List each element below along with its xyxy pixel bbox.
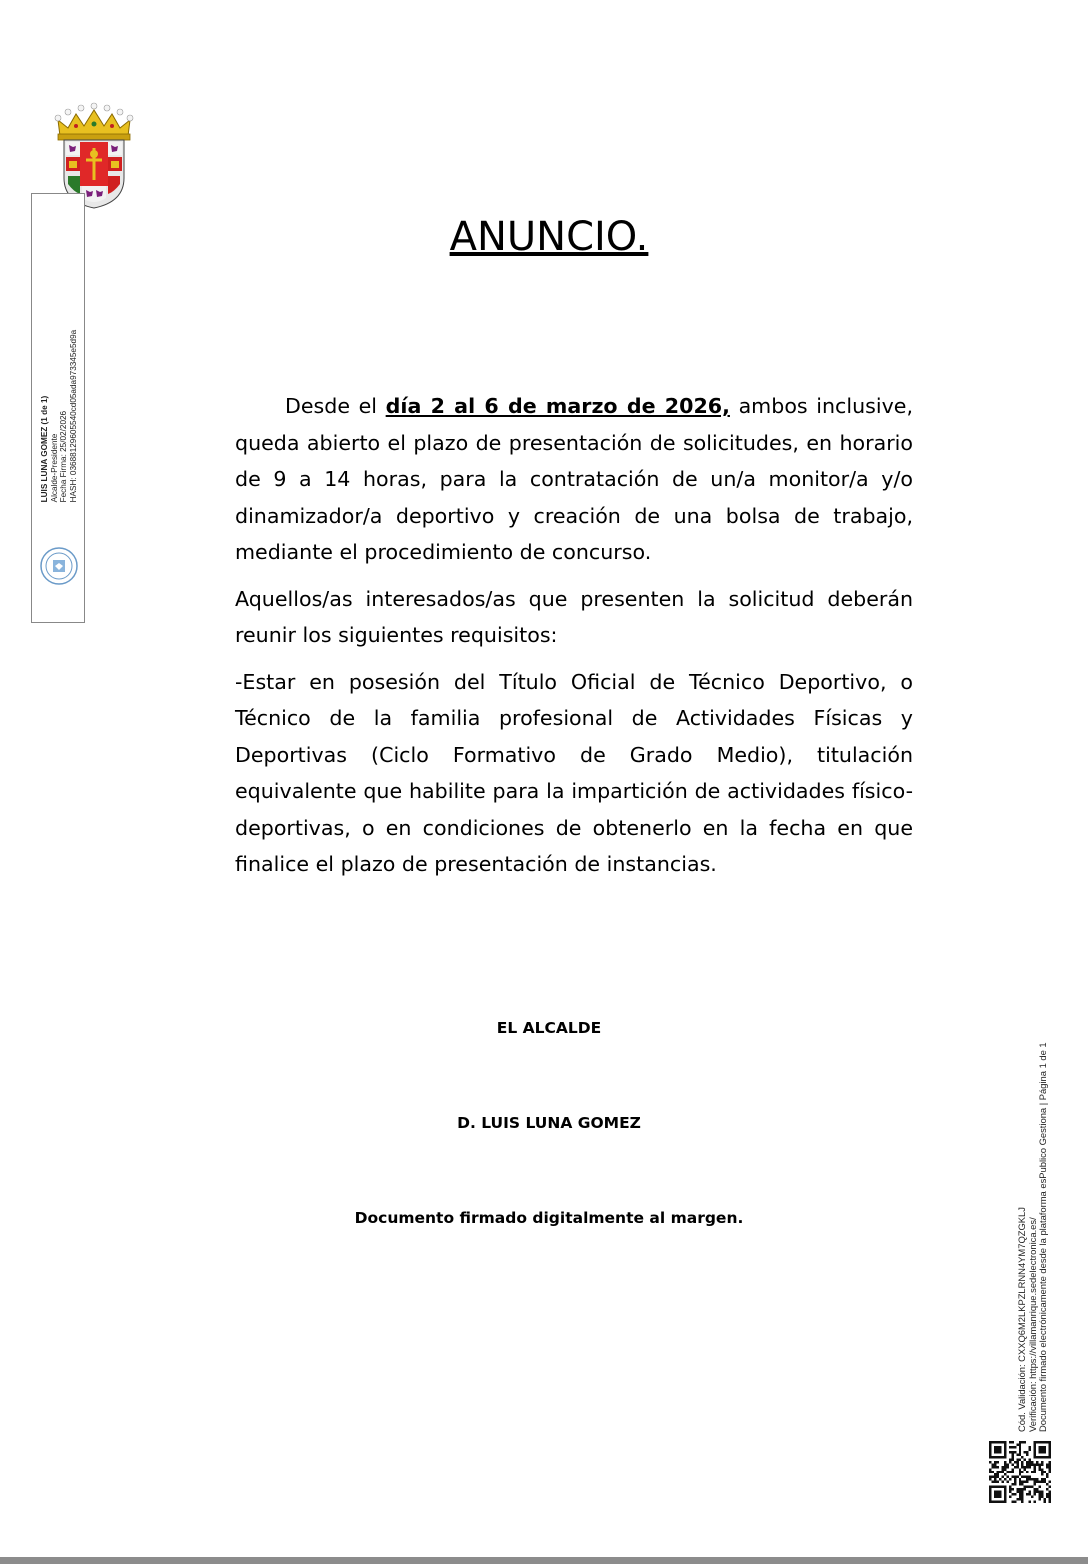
verification-url: Verificación: https://villamanrique.sedelectronica.es/: [1026, 1217, 1038, 1432]
validation-text: [1017, 1042, 1049, 1432]
bottom-edge-bar: [0, 1557, 1088, 1564]
paragraph-dates-rest: ambos inclusive, queda abierto el plazo de presentación de solicitudes, en horario de 9 a 14 horas, para la contratación de un/a monitor/a y/o dinamizador/a deportivo y creación de una bolsa de trabajo, mediante el procedimiento de concurso.: [235, 394, 914, 564]
paragraph-dates-intro: Desde el: [285, 394, 386, 418]
digital-seal-icon: [39, 546, 79, 586]
platform-note: Documento firmado electrónicamente desde la plataforma esPublico Gestiona | Página 1 de 1: [1037, 1042, 1049, 1432]
signer-role: Alcalde-Presidente: [49, 433, 59, 502]
signature-note: Documento firmado digitalmente al margen.: [354, 1209, 744, 1227]
qr-code-icon: [989, 1441, 1051, 1503]
paragraph-requirements-intro: Aquellos/as interesados/as que presenten la solicitud deberán reunir los siguientes requisitos:: [235, 586, 913, 647]
signature-hash: HASH: 03688129605540cd05ada973345e5d9a: [68, 329, 78, 502]
signature-name: D. LUIS LUNA GOMEZ: [457, 1114, 641, 1132]
validation-code: Cód. Validación: CXXQ6M2LKPZLRNN4YM7QZGKLJ: [1016, 1207, 1027, 1432]
document-title: ANUNCIO.: [449, 214, 649, 260]
highlighted-dates: día 2 al 6 de marzo de 2026,: [385, 394, 730, 418]
signature-date: Fecha Firma: 25/02/2026: [59, 410, 69, 502]
signer-name: LUIS LUNA GOMEZ (1 de 1): [40, 395, 49, 502]
paragraph-dates: [235, 388, 913, 571]
signature-role: EL ALCALDE: [496, 1019, 602, 1037]
paragraph-requirement-item: -Estar en posesión del Título Oficial de Técnico Deportivo, o Técnico de la familia profesional de Actividades Físicas y Deportivas (Ciclo Formativo de Grado Medio), titulación equivalente que habilite para la impartición de actividades físico-deportivas, o en condiciones de obtenerlo en la fecha en que finalice el plazo de presentación de instancias.: [235, 669, 913, 876]
signature-stamp-text: [40, 329, 78, 502]
document-body: [235, 388, 913, 893]
